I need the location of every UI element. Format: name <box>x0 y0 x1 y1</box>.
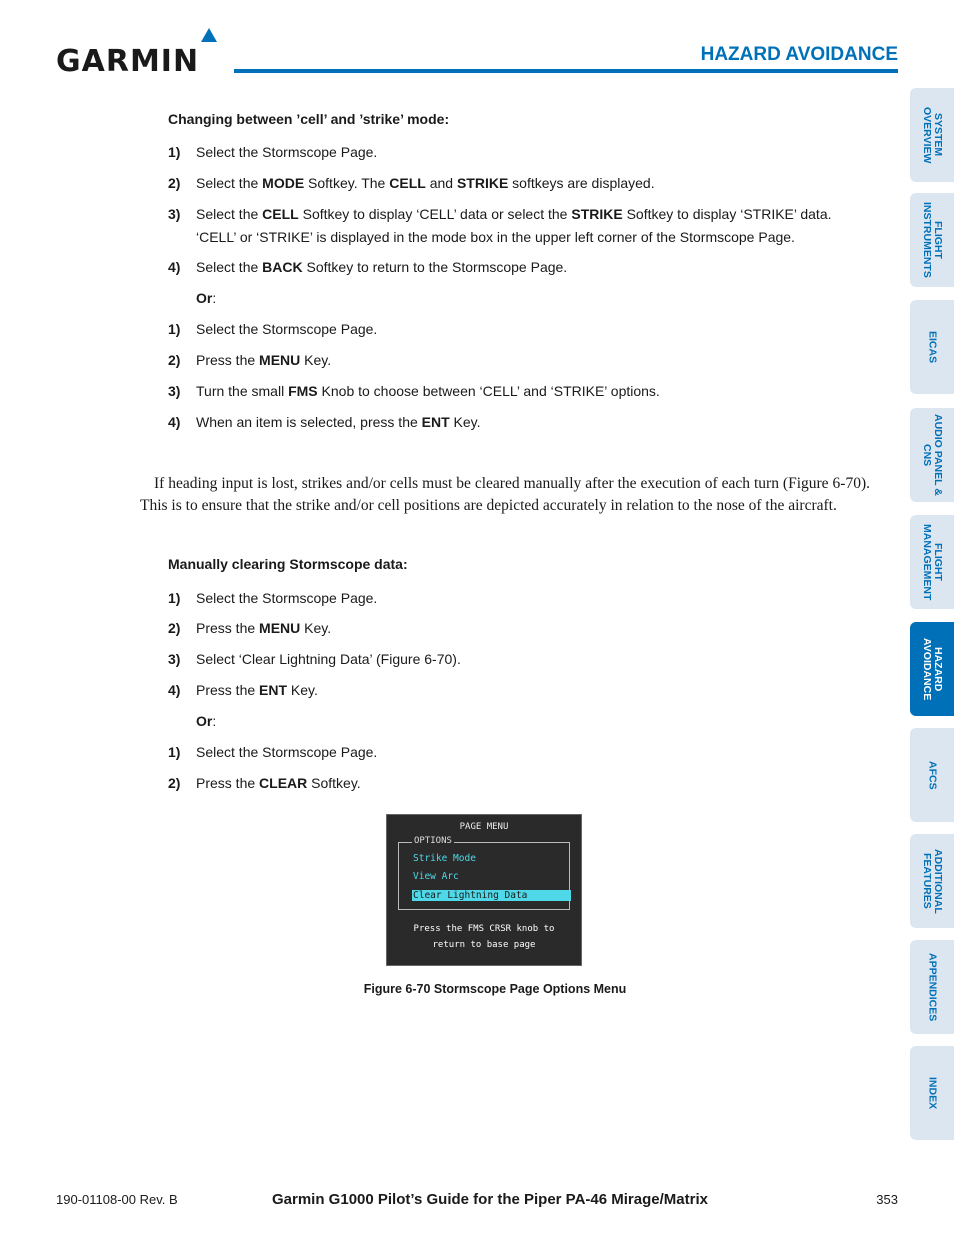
step: 1) Select the Stormscope Page. <box>168 144 378 160</box>
tab-flight-instruments[interactable]: FLIGHT INSTRUMENTS <box>910 193 954 287</box>
step: 3) Select ‘Clear Lightning Data’ (Figure 6-70). <box>168 651 461 667</box>
step: 4) When an item is selected, press the ENT Key. <box>168 414 481 430</box>
step: 3) Select the CELL Softkey to display ‘CELL’ data or select the STRIKE Softkey to display ‘STRIKE’ data. ‘CELL’ or ‘STRIKE’ is displayed in the mode box in the upper left corner of the Stormscope Page. <box>168 206 832 245</box>
body-paragraph: If heading input is lost, strikes and/or cells must be cleared manually after the execution of each turn (Figure 6-70). This is to ensure that the strike and/or cell positions are depicted accurately in relation to the nose of the aircraft. <box>140 475 870 514</box>
doc-number: 190-01108-00 Rev. B <box>56 1192 178 1207</box>
figure-caption: Figure 6-70 Stormscope Page Options Menu <box>363 982 627 996</box>
or-label: Or: <box>196 713 217 729</box>
step: 1) Select the Stormscope Page. <box>168 744 378 760</box>
tab-system-overview[interactable]: SYSTEM OVERVIEW <box>910 88 954 182</box>
page-menu-screenshot <box>386 814 582 966</box>
section-heading: Changing between ’cell’ and ’strike’ mode: <box>168 111 450 127</box>
step: 2) Select the MODE Softkey. The CELL and STRIKE softkeys are displayed. <box>168 175 655 191</box>
menu-footer-line2: return to base page <box>432 940 536 950</box>
options-box <box>398 842 570 910</box>
tab-index[interactable]: INDEX <box>910 1046 954 1140</box>
step: 2) Press the MENU Key. <box>168 620 332 636</box>
tab-afcs[interactable]: AFCS <box>910 728 954 822</box>
menu-title: PAGE MENU <box>459 822 509 832</box>
tab-flight-management[interactable]: FLIGHT MANAGEMENT <box>910 515 954 609</box>
tab-audio-panel-cns[interactable]: AUDIO PANEL & CNS <box>910 408 954 502</box>
options-label: OPTIONS <box>414 836 452 846</box>
menu-item-clear-lightning-data: Clear Lightning Data <box>412 890 571 901</box>
step: 1) Select the Stormscope Page. <box>168 321 378 337</box>
page-number: 353 <box>876 1192 898 1207</box>
tab-hazard-avoidance[interactable]: HAZARD AVOIDANCE <box>910 622 954 716</box>
tab-eicas[interactable]: EICAS <box>910 300 954 394</box>
section-heading: Manually clearing Stormscope data: <box>168 556 408 572</box>
header-rule <box>234 69 898 73</box>
menu-item-strike-mode: Strike Mode <box>413 853 476 864</box>
garmin-logo <box>56 28 221 79</box>
step: 2) Press the CLEAR Softkey. <box>168 775 361 791</box>
tab-appendices[interactable]: APPENDICES <box>910 940 954 1034</box>
step: 4) Press the ENT Key. <box>168 682 318 698</box>
menu-item-view-arc: View Arc <box>413 871 459 882</box>
or-label: Or: <box>196 290 217 306</box>
logo-triangle-icon <box>201 28 217 42</box>
tab-additional-features[interactable]: ADDITIONAL FEATURES <box>910 834 954 928</box>
section-title: HAZARD AVOIDANCE <box>700 44 898 65</box>
step: 1) Select the Stormscope Page. <box>168 590 378 606</box>
step: 2) Press the MENU Key. <box>168 352 332 368</box>
footer-title: Garmin G1000 Pilot’s Guide for the Piper PA-46 Mirage/Matrix <box>272 1191 708 1208</box>
logo-text: GARMIN <box>56 44 200 79</box>
step: 3) Turn the small FMS Knob to choose between ‘CELL’ and ‘STRIKE’ options. <box>168 383 660 399</box>
menu-footer-line1: Press the FMS CRSR knob to <box>413 924 555 934</box>
step: 4) Select the BACK Softkey to return to the Stormscope Page. <box>168 259 568 275</box>
